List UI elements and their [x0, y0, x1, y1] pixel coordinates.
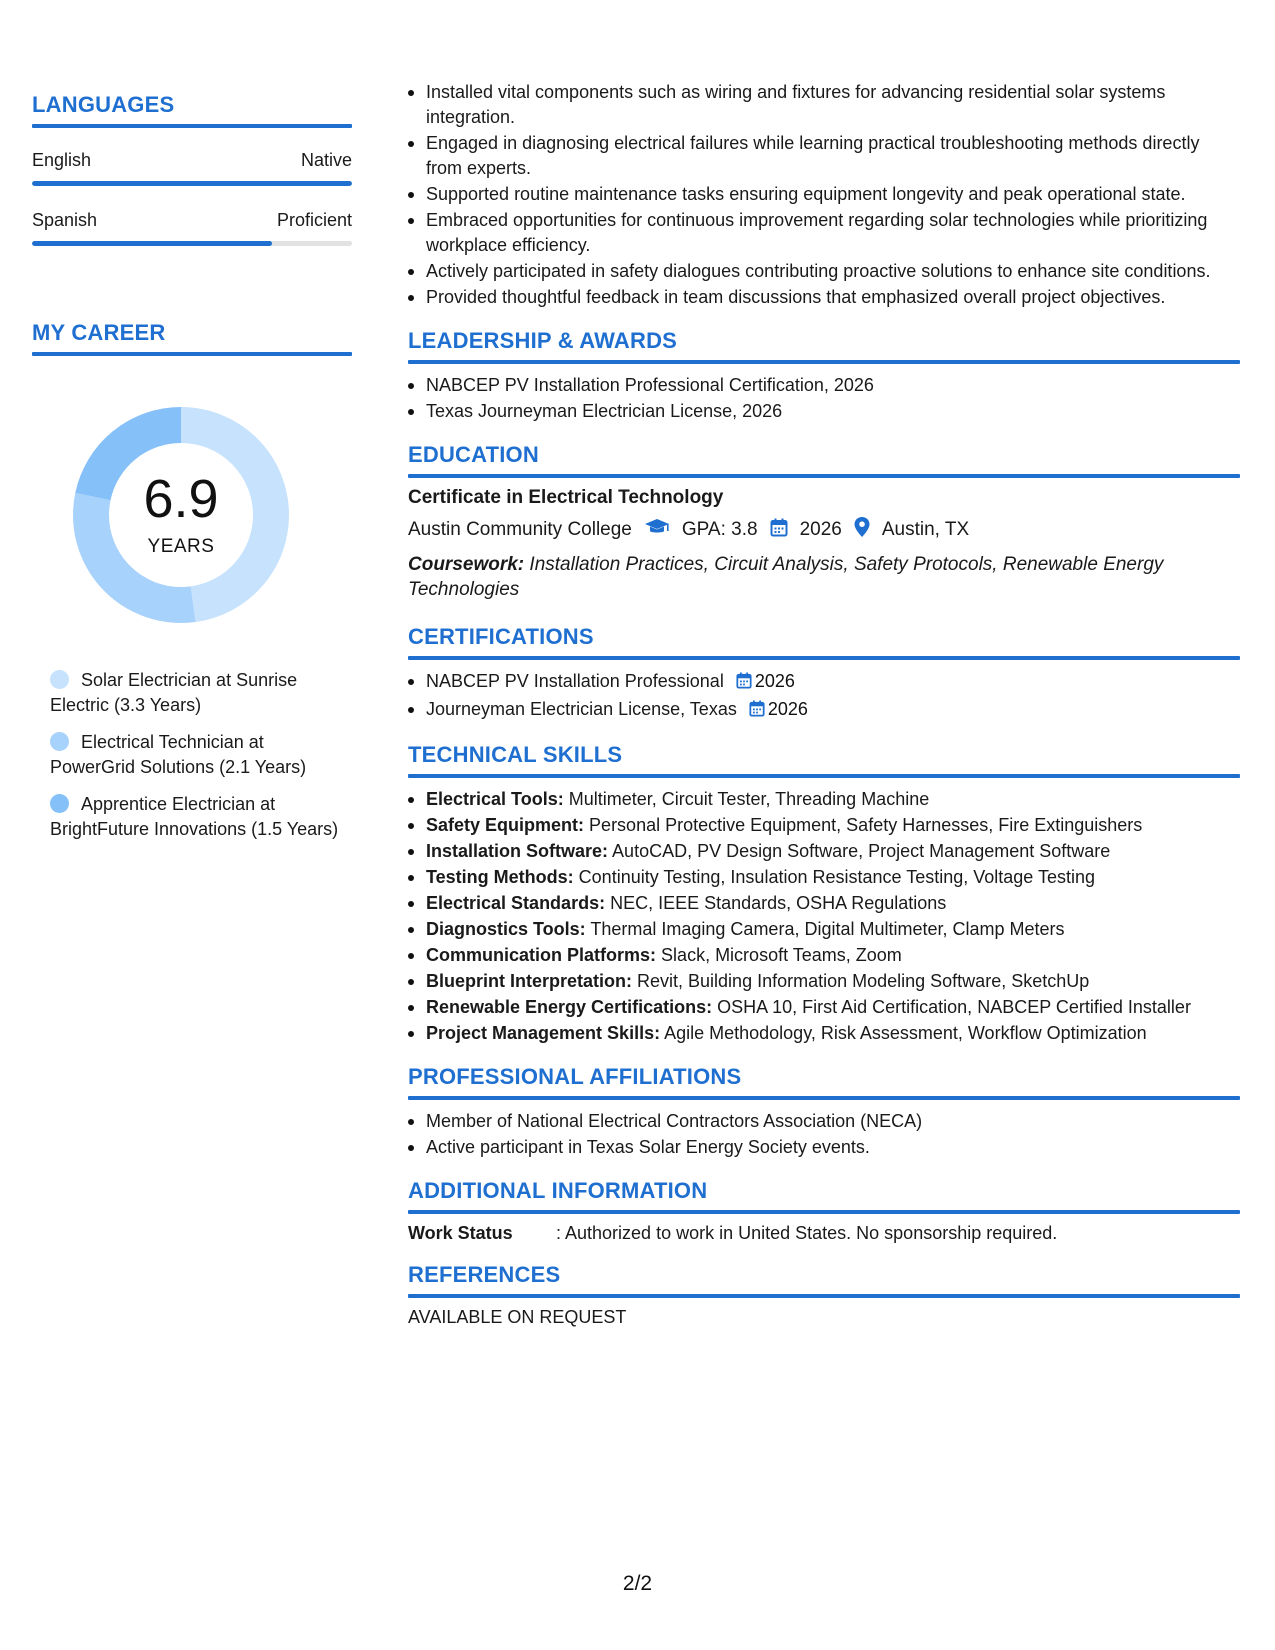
work-status-label: Work Status — [408, 1223, 513, 1243]
language-item — [32, 150, 352, 186]
coursework-label: Coursework: — [408, 554, 525, 575]
legend-dot — [50, 732, 69, 751]
section-divider — [408, 474, 1240, 478]
section-divider — [32, 352, 352, 356]
affiliation-item: Member of National Electrical Contractors Association (NECA) — [408, 1109, 1240, 1134]
skill-label: Electrical Standards: — [426, 893, 606, 913]
career-legend-label: Apprentice Electrician at BrightFuture Innovations (1.5 Years) — [50, 794, 339, 839]
certifications-title: CERTIFICATIONS — [408, 624, 594, 649]
career-total-unit: YEARS — [147, 536, 215, 557]
experience-bullet: Embraced opportunities for continuous improvement regarding solar technologies while prioritizing workplace efficiency. — [408, 208, 1240, 258]
leadership-section — [408, 328, 1240, 424]
calendar-icon — [736, 671, 752, 696]
award-item: Texas Journeyman Electrician License, 2026 — [408, 399, 1240, 424]
languages-section — [32, 92, 352, 246]
language-level-bar — [32, 241, 352, 246]
language-level-fill — [32, 181, 352, 186]
page-number: 2/2 — [622, 1572, 653, 1595]
certification-item — [408, 697, 1240, 724]
main-content — [408, 80, 1240, 1328]
award-item: NABCEP PV Installation Professional Certification, 2026 — [408, 373, 1240, 398]
skill-item — [408, 813, 1240, 838]
section-divider — [408, 1096, 1240, 1100]
skill-item — [408, 865, 1240, 890]
location-pin-icon — [854, 517, 870, 543]
skill-value: Continuity Testing, Insulation Resistance Testing, Voltage Testing — [578, 867, 1095, 887]
education-meta — [408, 517, 1240, 543]
career-legend — [32, 668, 352, 842]
education-section — [408, 442, 1240, 602]
language-row — [32, 210, 352, 231]
skill-value: Agile Methodology, Risk Assessment, Workflow Optimization — [664, 1023, 1147, 1043]
certifications-list — [408, 669, 1240, 724]
affiliations-title: PROFESSIONAL AFFILIATIONS — [408, 1064, 742, 1089]
affiliations-section — [408, 1064, 1240, 1160]
skills-title: TECHNICAL SKILLS — [408, 742, 623, 767]
career-total-years: 6.9 — [143, 469, 219, 529]
language-level-bar — [32, 181, 352, 186]
education-year: 2026 — [799, 519, 842, 540]
skill-value: Personal Protective Equipment, Safety Harnesses, Fire Extinguishers — [589, 815, 1143, 835]
certification-name: Journeyman Electrician License, Texas — [426, 699, 737, 719]
leadership-title: LEADERSHIP & AWARDS — [408, 328, 678, 353]
skill-label: Renewable Energy Certifications: — [426, 997, 713, 1017]
section-divider — [408, 774, 1240, 778]
skill-item — [408, 943, 1240, 968]
experience-bullet: Engaged in diagnosing electrical failures while learning practical troubleshooting methods directly from experts. — [408, 131, 1240, 181]
career-legend-item — [50, 792, 340, 842]
language-name: English — [32, 150, 92, 170]
experience-bullet: Installed vital components such as wiring and fixtures for advancing residential solar systems integration. — [408, 80, 1240, 130]
certification-year: 2026 — [754, 671, 795, 691]
experience-bullet: Provided thoughtful feedback in team discussions that emphasized overall project objectives. — [408, 285, 1240, 310]
languages-title: LANGUAGES — [32, 92, 175, 117]
references-title: REFERENCES — [408, 1262, 561, 1287]
skill-label: Testing Methods: — [426, 867, 574, 887]
skill-value: Multimeter, Circuit Tester, Threading Machine — [568, 789, 930, 809]
language-level: Proficient — [276, 210, 352, 230]
skill-item — [408, 1021, 1240, 1046]
education-gpa: GPA: 3.8 — [681, 519, 758, 540]
language-name: Spanish — [32, 210, 98, 230]
career-legend-item — [50, 668, 340, 718]
skill-item — [408, 787, 1240, 812]
legend-dot — [50, 794, 69, 813]
education-location: Austin, TX — [881, 519, 970, 540]
calendar-icon — [770, 518, 788, 543]
experience-bullet: Actively participated in safety dialogues contributing proactive solutions to enhance site conditions. — [408, 259, 1240, 284]
donut-center — [66, 400, 296, 630]
career-legend-item — [50, 730, 340, 780]
additional-title: ADDITIONAL INFORMATION — [408, 1178, 708, 1203]
career-legend-label: Electrical Technician at PowerGrid Solutions (2.1 Years) — [50, 732, 307, 777]
career-title: MY CAREER — [32, 320, 166, 345]
calendar-icon — [749, 699, 765, 724]
skill-label: Blueprint Interpretation: — [426, 971, 632, 991]
skill-label: Electrical Tools: — [426, 789, 564, 809]
career-donut-chart — [66, 400, 296, 630]
graduation-cap-icon — [644, 518, 670, 542]
education-school: Austin Community College — [408, 519, 632, 540]
skill-label: Project Management Skills: — [426, 1023, 661, 1043]
language-item — [32, 210, 352, 246]
section-divider — [32, 124, 352, 128]
affiliations-list — [408, 1109, 1240, 1160]
skill-value: Revit, Building Information Modeling Software, SketchUp — [637, 971, 1090, 991]
legend-dot — [50, 670, 69, 689]
skill-label: Safety Equipment: — [426, 815, 585, 835]
affiliation-item: Active participant in Texas Solar Energy Society events. — [408, 1135, 1240, 1160]
certification-name: NABCEP PV Installation Professional — [426, 671, 724, 691]
education-title: EDUCATION — [408, 442, 539, 467]
experience-bullets — [408, 80, 1240, 310]
experience-bullet: Supported routine maintenance tasks ensuring equipment longevity and peak operational state. — [408, 182, 1240, 207]
section-divider — [408, 1210, 1240, 1214]
certification-year: 2026 — [767, 699, 808, 719]
skill-item — [408, 995, 1240, 1020]
language-level-fill — [32, 241, 272, 246]
skill-label: Installation Software: — [426, 841, 609, 861]
work-status-row — [408, 1223, 1240, 1244]
coursework-text: Installation Practices, Circuit Analysis, Safety Protocols, Renewable Energy Technologies — [408, 554, 1164, 600]
career-section — [32, 320, 352, 842]
sidebar — [32, 92, 352, 854]
languages-list — [32, 150, 352, 246]
skill-item — [408, 917, 1240, 942]
additional-section — [408, 1178, 1240, 1244]
skill-value: NEC, IEEE Standards, OSHA Regulations — [610, 893, 947, 913]
skill-item — [408, 891, 1240, 916]
skill-item — [408, 969, 1240, 994]
certification-item — [408, 669, 1240, 696]
skills-section — [408, 742, 1240, 1046]
skill-label: Diagnostics Tools: — [426, 919, 586, 939]
education-degree: Certificate in Electrical Technology — [408, 487, 724, 508]
section-divider — [408, 656, 1240, 660]
certifications-section — [408, 624, 1240, 724]
skill-label: Communication Platforms: — [426, 945, 657, 965]
work-status-value: : Authorized to work in United States. No sponsorship required. — [556, 1223, 1058, 1243]
language-row — [32, 150, 352, 171]
skill-value: OSHA 10, First Aid Certification, NABCEP Certified Installer — [717, 997, 1191, 1017]
language-level: Native — [300, 150, 352, 170]
career-legend-label: Solar Electrician at Sunrise Electric (3.3 Years) — [50, 670, 298, 715]
skill-value: Slack, Microsoft Teams, Zoom — [661, 945, 902, 965]
section-divider — [408, 1294, 1240, 1298]
references-text: AVAILABLE ON REQUEST — [408, 1307, 627, 1327]
skill-value: Thermal Imaging Camera, Digital Multimeter, Clamp Meters — [590, 919, 1065, 939]
skill-item — [408, 839, 1240, 864]
section-divider — [408, 360, 1240, 364]
education-coursework — [408, 552, 1240, 602]
references-section — [408, 1262, 1240, 1328]
leadership-list — [408, 373, 1240, 424]
skills-list — [408, 787, 1240, 1046]
skill-value: AutoCAD, PV Design Software, Project Management Software — [612, 841, 1111, 861]
